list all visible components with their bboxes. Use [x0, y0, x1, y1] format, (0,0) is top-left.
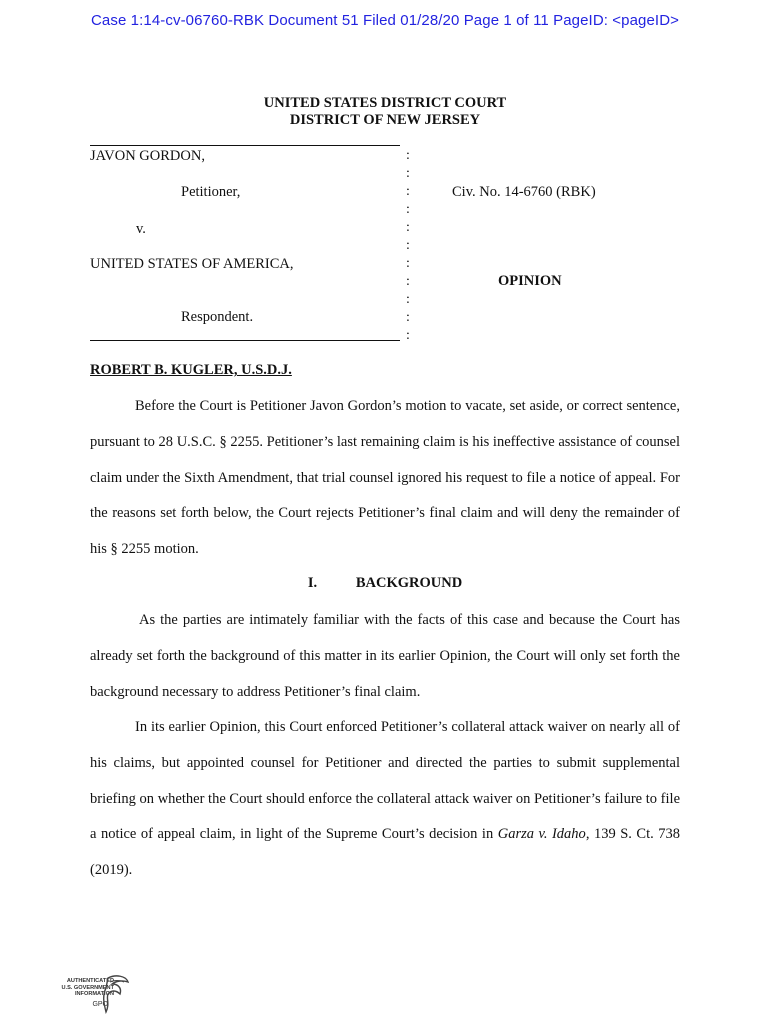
background-paragraph-1: [90, 603, 680, 710]
caption-colon: :: [406, 256, 410, 271]
citation-tail: , 139 S. Ct. 738 (2019).: [90, 826, 680, 879]
section-title: BACKGROUND: [355, 575, 463, 591]
respondent-role: Respondent.: [181, 309, 254, 325]
versus-label: v.: [136, 221, 146, 237]
background-paragraph-2: [90, 710, 680, 889]
gpo-authentication-seal: [40, 970, 132, 1020]
intro-text: Before the Court is Petitioner Javon Gordon’s motion to vacate, set aside, or correct sentence, pursuant to 28 U.S.C. § 2255. Petitioner’s last remaining claim is his ineffective assistance of counsel claim under the Sixth Amendment, that trial counsel ignored his request to file a notice of appeal. For the reasons set forth below, the Court rejects Petitioner’s final claim and will deny the remainder of his § 2255 motion.: [90, 398, 680, 558]
case-header-stamp: Case 1:14-cv-06760-RBK Document 51 Filed 01/28/20 Page 1 of 11 PageID: <pageID>: [91, 12, 679, 29]
section-heading: [0, 575, 770, 592]
background-text-1: As the parties are intimately familiar with the facts of this case and because the Court has already set forth the background of this matter in its earlier Opinion, the Court will only set forth the background necessary to address Petitioner’s final claim.: [90, 612, 680, 700]
caption-colon: :: [406, 292, 410, 307]
document-type: OPINION: [498, 273, 562, 289]
caption-colon: :: [406, 328, 410, 343]
caption-colon: :: [406, 220, 410, 235]
gpo-mark: GPO: [92, 1001, 108, 1008]
caption-colon: :: [406, 184, 410, 199]
court-district: DISTRICT OF NEW JERSEY: [289, 112, 481, 128]
eagle-icon: [102, 972, 132, 1018]
section-number: I.: [307, 575, 318, 591]
respondent-name: UNITED STATES OF AMERICA,: [90, 256, 294, 272]
background-text-2: In its earlier Opinion, this Court enforced Petitioner’s collateral attack waiver on nearly all of his claims, but appointed counsel for Petitioner and directed the parties to submit supplemental briefing on whether the Court should enforce the collateral attack waiver on Petitioner’s failure to file a notice of appeal claim, in light of the Supreme Court’s decision in: [90, 719, 680, 843]
caption-colon: :: [406, 166, 410, 181]
intro-paragraph: [90, 389, 680, 568]
civil-number: Civ. No. 14-6760 (RBK): [452, 184, 596, 200]
caption-bottom-rule: [90, 340, 400, 341]
caption-top-rule: [90, 145, 400, 146]
case-citation: Garza v. Idaho: [497, 826, 586, 843]
caption-colon: :: [406, 310, 410, 325]
court-name: UNITED STATES DISTRICT COURT: [263, 95, 507, 111]
caption-colon: :: [406, 148, 410, 163]
gpo-line-1: AUTHENTICATED: [66, 978, 114, 984]
caption-colon: :: [406, 238, 410, 253]
petitioner-name: JAVON GORDON,: [90, 148, 205, 164]
gpo-line-3: INFORMATION: [74, 991, 114, 998]
petitioner-role: Petitioner,: [181, 184, 241, 200]
caption-colon: :: [406, 274, 410, 289]
judge-name: ROBERT B. KUGLER, U.S.D.J.: [90, 362, 292, 378]
court-heading: [0, 95, 770, 129]
caption-colon: :: [406, 202, 410, 217]
gpo-line-2: U.S. GOVERNMENT: [61, 984, 114, 991]
